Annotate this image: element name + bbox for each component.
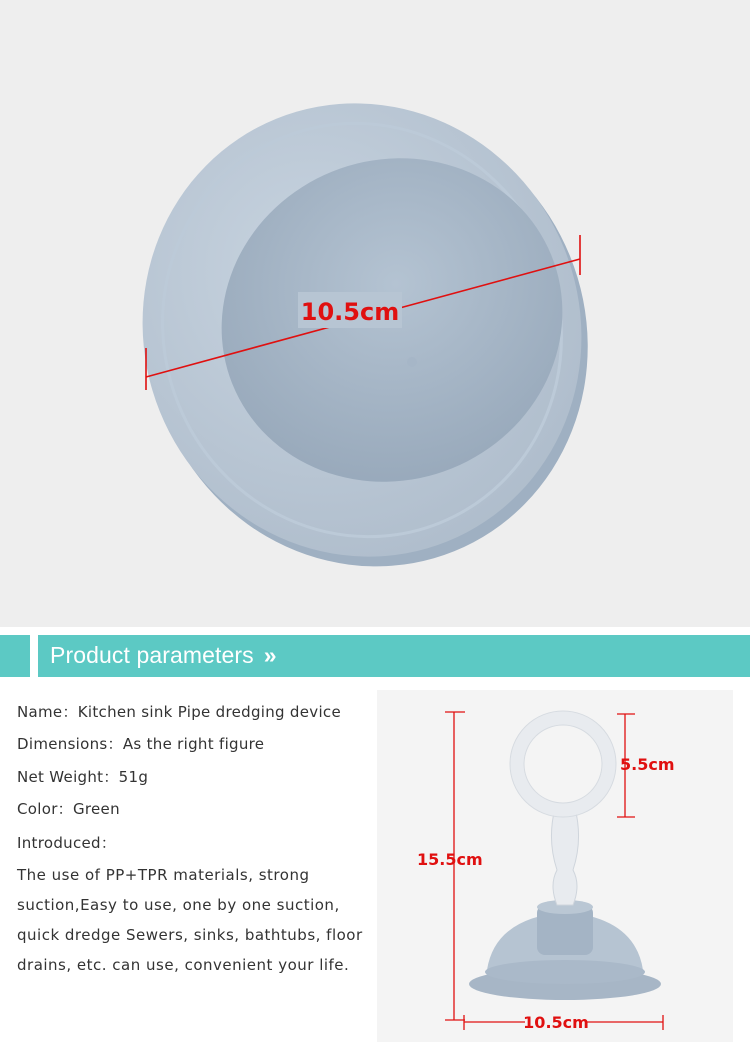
banner-accent-stub bbox=[0, 635, 30, 677]
base-diameter-label: 10.5cm bbox=[523, 1013, 589, 1032]
suction-cup-body bbox=[74, 37, 656, 627]
param-weight: Net Weight：51g bbox=[17, 768, 149, 786]
param-description: The use of PP+TPR materials, strong suction,Easy to use, one by one suction, quick dredge Sewers, sinks, bathtubs, floor drains, etc. can use, convenient your life. bbox=[17, 866, 363, 974]
param-introduced: Introduced： bbox=[17, 834, 117, 852]
ring-height-label: 5.5cm bbox=[620, 755, 675, 774]
double-chevron-icon: » bbox=[263, 642, 277, 668]
section-banner bbox=[0, 635, 750, 677]
param-dimensions: Dimensions：As the right figure bbox=[17, 735, 265, 753]
dimension-figure bbox=[377, 690, 733, 1042]
plunger-diagram bbox=[377, 690, 733, 1042]
hero-diameter-label: 10.5cm bbox=[300, 298, 400, 326]
param-name: Name：Kitchen sink Pipe dredging device bbox=[17, 703, 342, 721]
total-height-label: 15.5cm bbox=[417, 850, 483, 869]
param-color: Color：Green bbox=[17, 800, 120, 818]
section-title bbox=[50, 642, 277, 669]
section-title-text: Product parameters bbox=[50, 642, 254, 668]
